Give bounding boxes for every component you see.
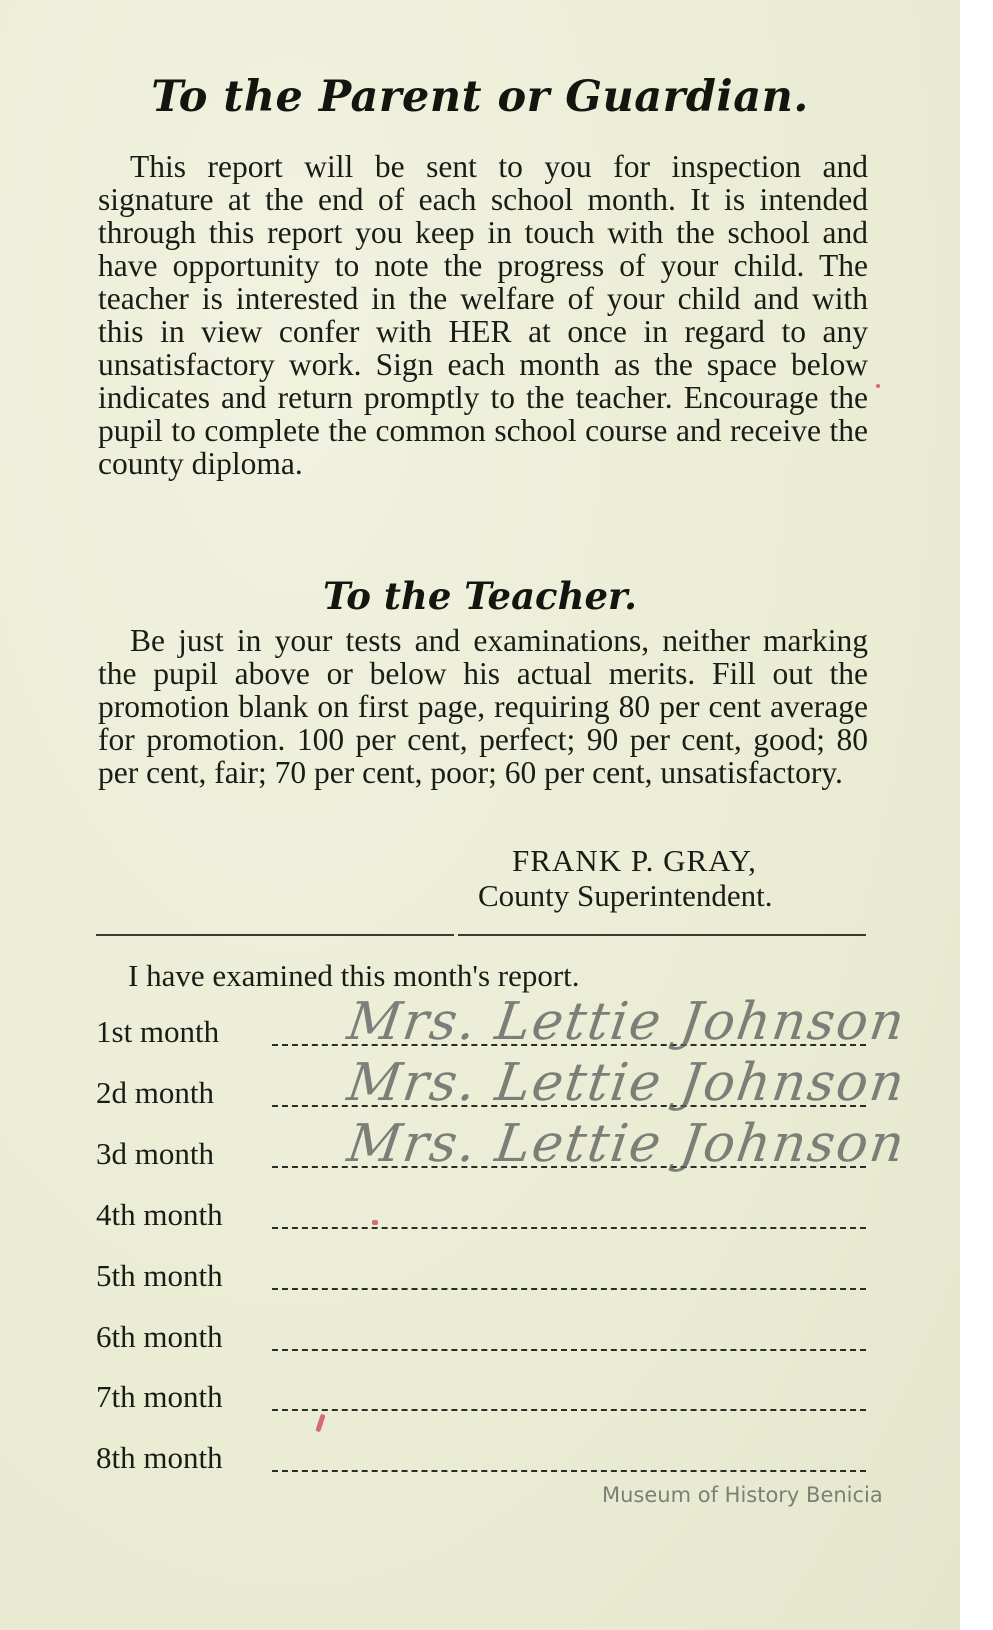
ink-speck (372, 1220, 378, 1225)
month-label: 7th month (96, 1379, 223, 1414)
month-row-5 (96, 1260, 866, 1300)
parent-signature: Mrs. Lettie Johnson (343, 1114, 910, 1174)
parent-signature: Mrs. Lettie Johnson (343, 992, 910, 1052)
month-label: 1st month (96, 1014, 220, 1049)
signature-line[interactable] (272, 1409, 866, 1411)
month-row-4 (96, 1199, 866, 1239)
month-label: 6th month (96, 1319, 223, 1354)
parent-instructions-text: This report will be sent to you for inspection and signature at the end of each school month. It is intended through this report you keep in touch with the school and have opportunity to note the progress of your child. The teacher is interested in the welfare of your child and with this in view confer with (98, 149, 868, 349)
parent-instructions (98, 150, 868, 480)
month-label: 2d month (96, 1075, 214, 1110)
month-label: 3d month (96, 1136, 214, 1171)
month-row-8 (96, 1442, 866, 1482)
month-label: 8th month (96, 1440, 223, 1475)
teacher-instructions (98, 624, 868, 789)
signature-line[interactable] (272, 1288, 866, 1290)
superintendent-name: FRANK P. GRAY, (512, 843, 757, 878)
superintendent-title: County Superintendent. (478, 878, 773, 913)
ink-speck (876, 384, 880, 388)
section-divider-right (458, 934, 866, 936)
section-divider-left (96, 934, 454, 936)
teacher-heading: To the Teacher. (322, 574, 637, 618)
signature-line[interactable] (272, 1470, 866, 1472)
teacher-instructions-text: Be just in your tests and examinations, neither marking the pupil above or below his actual merits. Fill out the promotion blank on first page, requiring 80 per cent average for promotion. 100 per cent, perfect; 90 per cent, good; 80 per cent, fair; 70 per cent, poor; 60 per cent, unsatisfactory. (98, 623, 868, 790)
parent-signature: Mrs. Lettie Johnson (343, 1053, 910, 1113)
parent-instructions-emphasis: HER (448, 314, 512, 349)
month-row-7 (96, 1381, 866, 1421)
parent-instructions-text-continued: at once in regard to any unsatisfactory work. Sign each month as the space below indicates and return promptly to the teacher. Encourage the pupil to complete the common school course and receive the county diploma. (98, 314, 868, 481)
signature-line[interactable] (272, 1227, 866, 1229)
museum-watermark: Museum of History Benicia (602, 1483, 883, 1507)
signature-line[interactable] (272, 1349, 866, 1351)
parent-guardian-heading: To the Parent or Guardian. (151, 72, 809, 122)
month-label: 5th month (96, 1258, 223, 1293)
examination-statement: I have examined this month's report. (128, 958, 580, 993)
month-row-6 (96, 1321, 866, 1361)
month-label: 4th month (96, 1197, 223, 1232)
month-row-1 (96, 992, 910, 1056)
month-row-2 (96, 1053, 910, 1117)
month-row-3 (96, 1114, 910, 1178)
